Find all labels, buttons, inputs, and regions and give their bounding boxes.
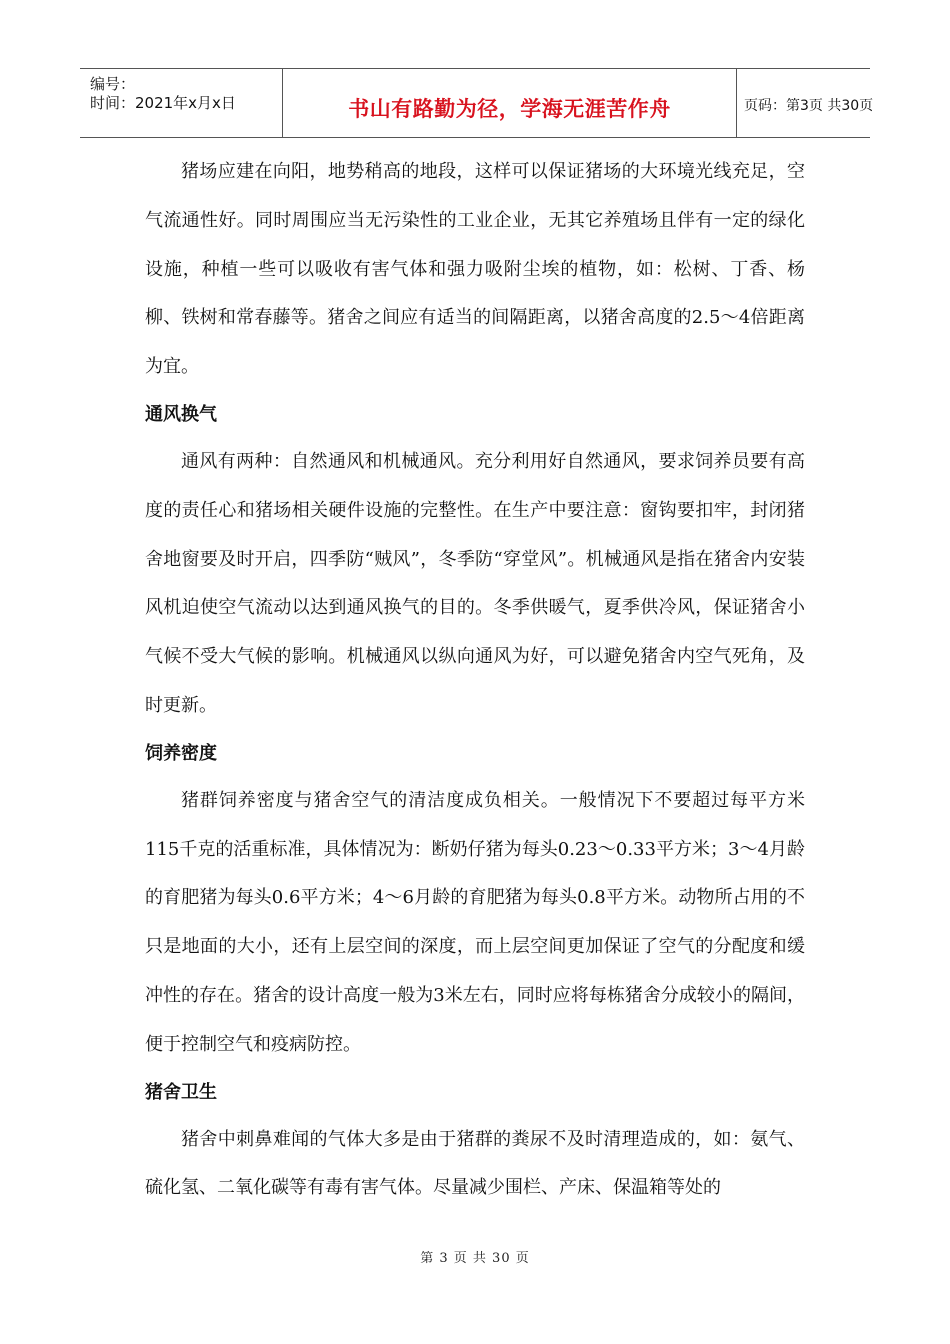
document-body: [145, 148, 805, 1213]
header-motto-cell: [282, 69, 737, 137]
document-date-label: 时间：2021年x月x日: [90, 94, 236, 112]
header-page-cell: [736, 69, 874, 137]
page-footer: 第 3 页 共 30 页: [420, 1251, 530, 1266]
ventilation-paragraph: 通风有两种：自然通风和机械通风。充分利用好自然通风，要求饲养员要有高度的责任心和猪场相关硬件设施的完整性。在生产中要注意：窗钩要扣牢，封闭猪舍地窗要及时开启，四季防“贼风”，冬季防“穿堂风”。机械通风是指在猪舍内安装风机迫使空气流动以达到通风换气的目的。冬季供暖气，夏季供冷风，保证猪舍小气候不受大气候的影响。机械通风以纵向通风为好，可以避免猪舍内空气死角，及时更新。: [145, 450, 805, 716]
header-page-info: 页码：第3页 共30页: [744, 98, 874, 114]
section-heading-density: 饲养密度: [145, 742, 217, 764]
document-header: [80, 68, 874, 138]
section-heading-hygiene: 猪舍卫生: [145, 1081, 217, 1103]
header-meta-cell: [80, 69, 282, 137]
intro-paragraph: 猪场应建在向阳，地势稍高的地段，这样可以保证猪场的大环境光线充足，空气流通性好。同时周围应当无污染性的工业企业，无其它养殖场且伴有一定的绿化设施，种植一些可以吸收有害气体和强力吸附尘埃的植物，如：松树、丁香、杨柳、铁树和常春藤等。猪舍之间应有适当的间隔距离，以猪舍高度的2.5～4倍距离为宜。: [145, 161, 805, 378]
section-heading-ventilation: 通风换气: [145, 403, 217, 425]
header-motto: 书山有路勤为径，学海无涯苦作舟: [348, 97, 671, 121]
document-number-label: 编号：: [90, 75, 136, 93]
hygiene-paragraph: 猪舍中刺鼻难闻的气体大多是由于猪群的粪尿不及时清理造成的，如：氨气、硫化氢、二氧化碳等有毒有害气体。尽量减少围栏、产床、保温箱等处的: [145, 1128, 805, 1199]
density-paragraph: 猪群饲养密度与猪舍空气的清洁度成负相关。一般情况下不要超过每平方米115千克的活重标准，具体情况为：断奶仔猪为每头0.23～0.33平方米；3～4月龄的育肥猪为每头0.6平方米；4～6月龄的育肥猪为每头0.8平方米。动物所占用的不只是地面的大小，还有上层空间的深度，而上层空间更加保证了空气的分配度和缓冲性的存在。猪舍的设计高度一般为3米左右，同时应将每栋猪舍分成较小的隔间，便于控制空气和疫病防控。: [145, 789, 805, 1055]
